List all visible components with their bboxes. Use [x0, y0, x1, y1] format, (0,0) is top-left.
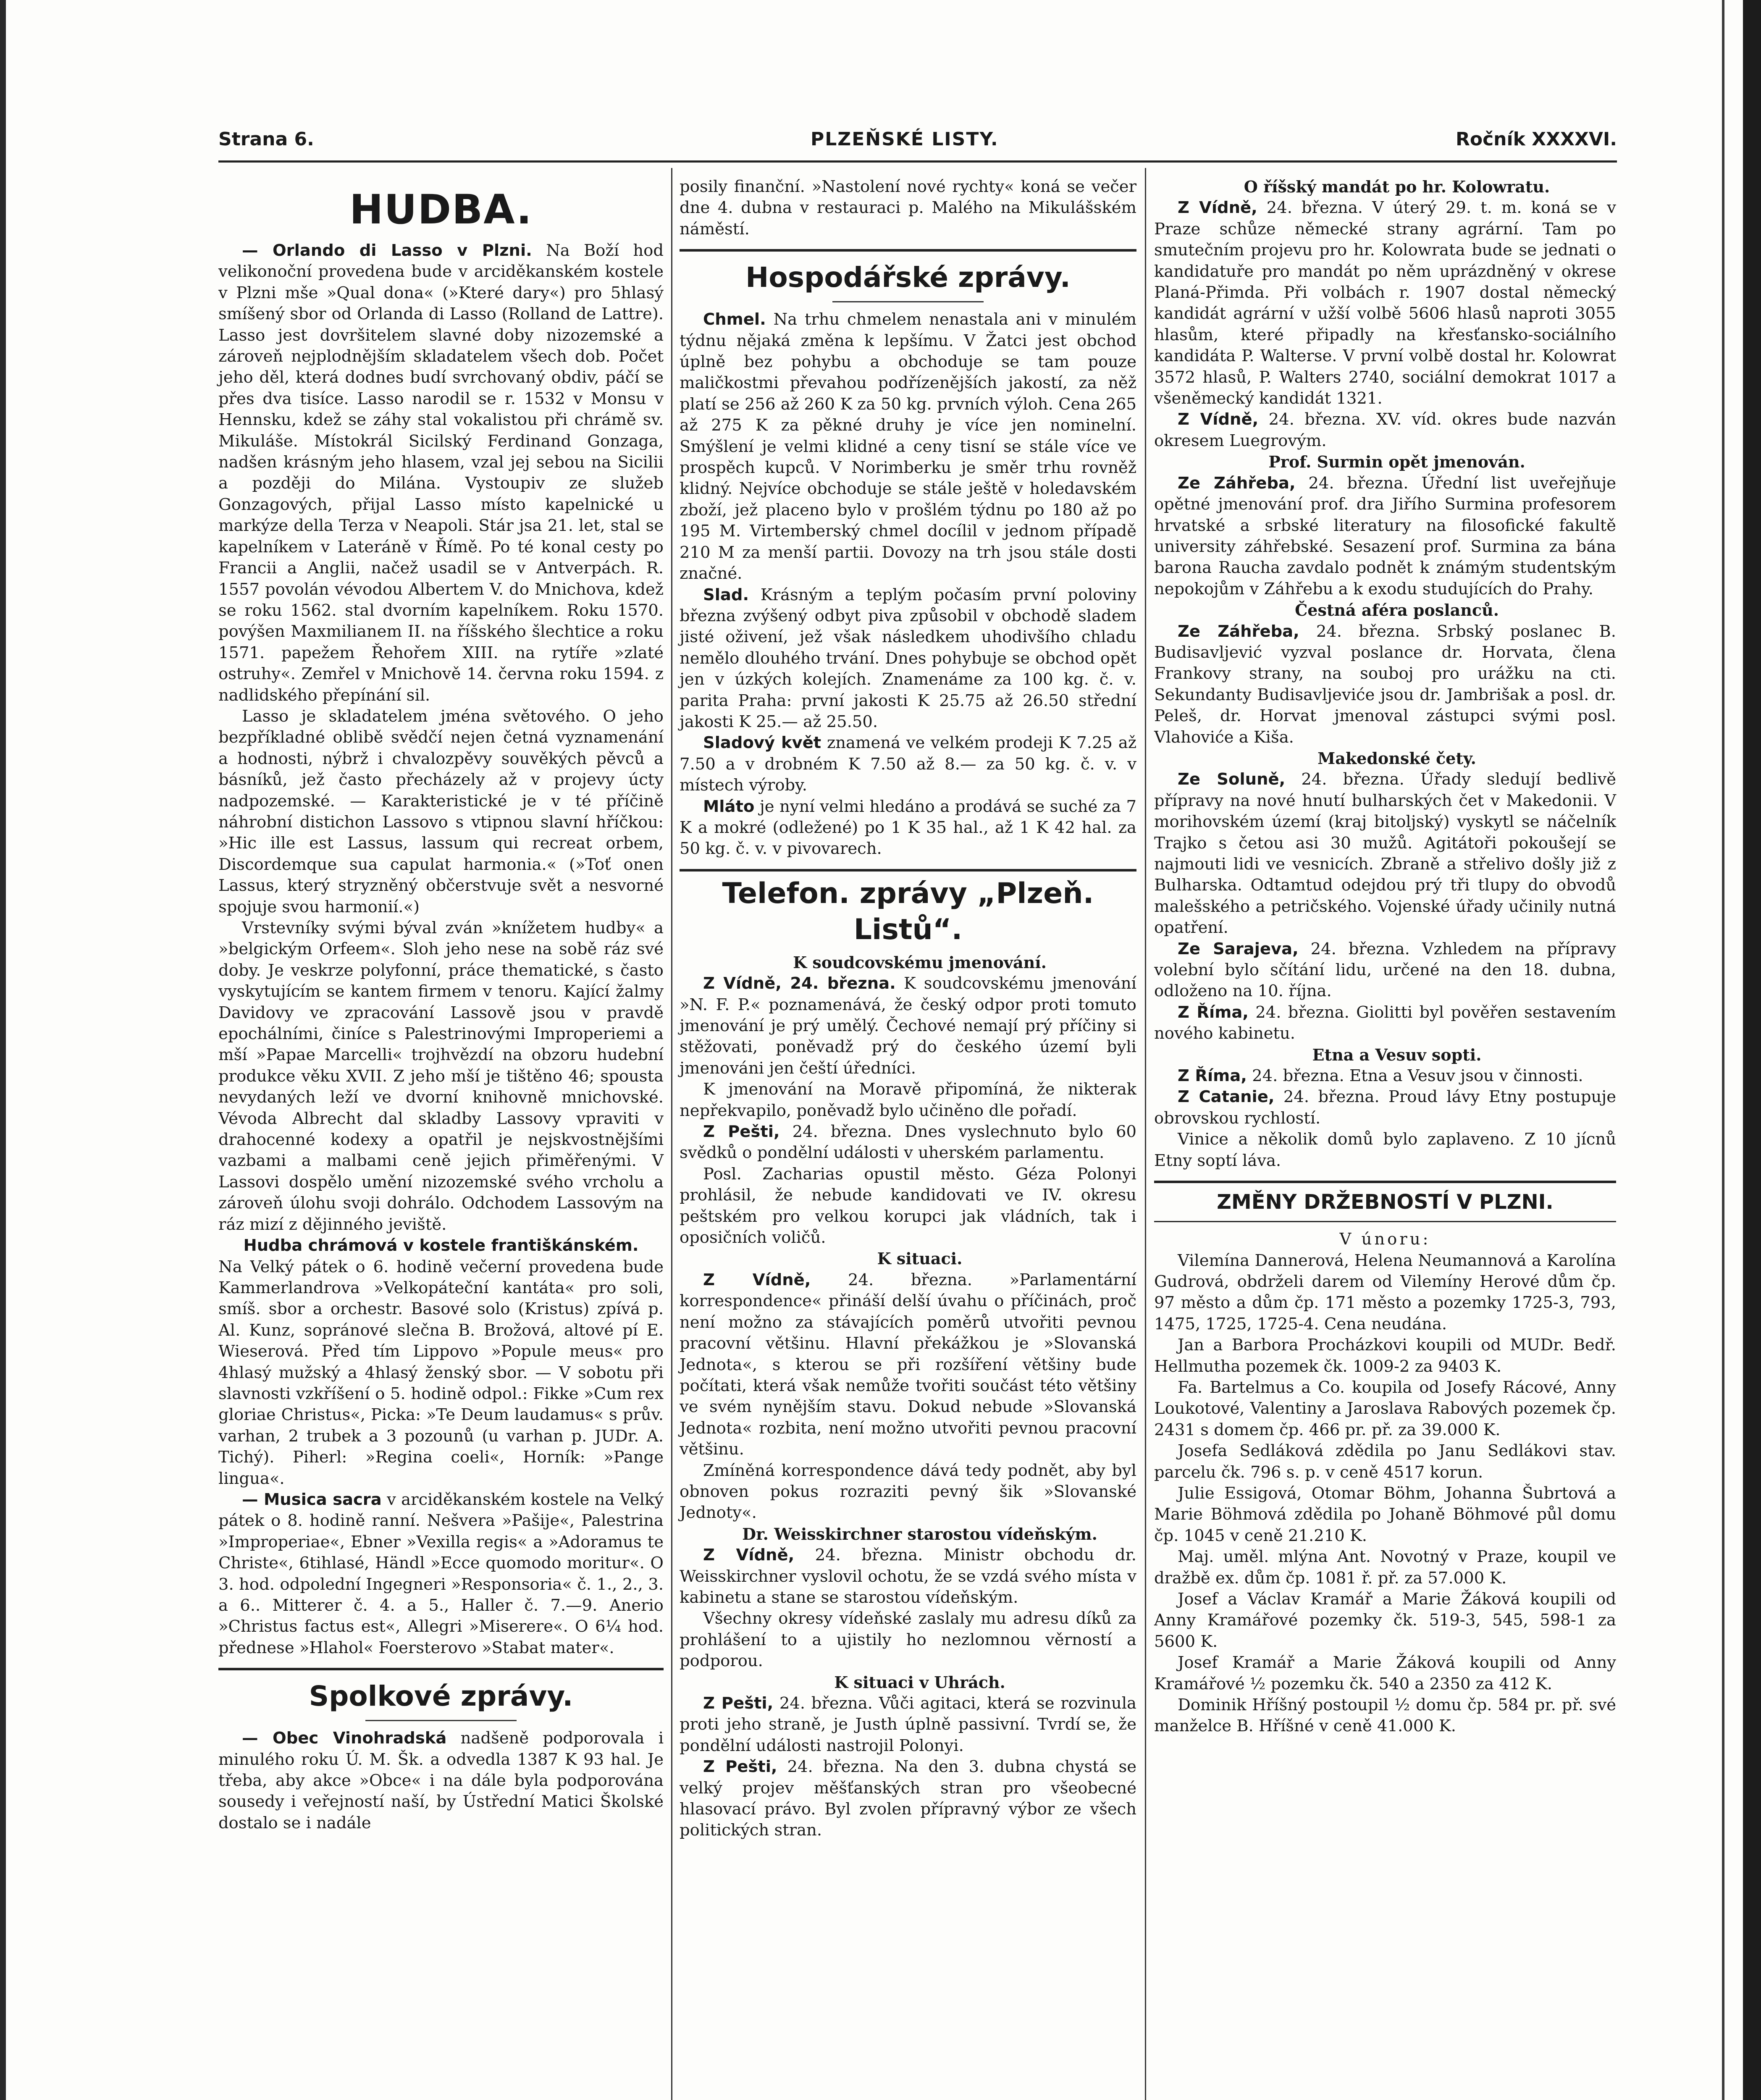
month-label: V únoru:	[1339, 1230, 1431, 1249]
article-title: Hudba chrámová v kostele františkánském.	[243, 1236, 639, 1255]
property-item: Dominik Hříšný postoupil ½ domu čp. 584 pr. př. své manželce B. Hříšné v ceně 41.000 K.	[1154, 1696, 1616, 1736]
article-title: — Orlando di Lasso v Plzni.	[242, 241, 532, 260]
column-divider	[1145, 168, 1146, 2100]
article-obec: — Obec Vinohradská nadšeně podporovala i minulého roku Ú. M. Šk. a odvedla 1387 K 93 hal. Je třeba, aby akce »Obce« i na dále byla podporována sousedy i veřejností naší, by Ústřední Matici Školské dostalo se i nadále	[218, 1729, 664, 1832]
section-rule	[218, 1668, 664, 1670]
subheading: Makedonské čety.	[1317, 748, 1476, 768]
heading-underline	[1154, 1221, 1616, 1222]
property-item: Jan a Barbora Procházkovi koupili od MUDr. Bedř. Hellmutha pozemek čk. 1009-2 za 9403 K.	[1154, 1336, 1616, 1376]
subheading: K soudcovskému jmenování.	[793, 953, 1047, 972]
dispatch: Z Vídně, 24. března. »Parlamentární korrespondence« přináší delší úvahu o příčinách, proč není možno za stávajících poměrů utvořiti pevnou pracovní většinu. Hlavní překážkou je »Slovanská Jednota«, s kterou se při rozšíření většiny bude počítati, která však nemůže tvořiti součást této většiny ve svém nynějším stavu. Dokud nebude »Slovanská Jednota« rozbita, není možno utvořiti pevnou pracovní většinu.	[680, 1270, 1136, 1459]
paragraph: Zmíněná korrespondence dává tedy podnět, aby byl obnoven pokus rozraziti pevný šik »Slovanské Jednoty«.	[680, 1461, 1136, 1522]
dispatch: Z Pešti, 24. března. Vůči agitaci, která se rozvinula proti jeho straně, je Justh úplně passivní. Tvrdí se, že pondělní události nastrojil Polonyi.	[680, 1694, 1136, 1755]
scan-edge-right	[1743, 0, 1761, 2100]
column-3	[1154, 176, 1616, 1737]
section-heading-economy: Hospodářské zprávy.	[745, 261, 1071, 294]
article-title: — Musica sacra	[242, 1490, 382, 1509]
header-rule	[218, 160, 1617, 163]
page-header	[218, 125, 1617, 155]
volume-number: Ročník XXXXVI.	[1455, 129, 1617, 150]
dispatch: Z Vídně, 24. března. V úterý 29. t. m. koná se v Praze schůze německé strany agrární. Tam po smutečním projevu pro hr. Kolowrata bude se jednati o kandidatuře pro mandát po něm uprázdněný v okrese Planá-Přimda. Při volbách r. 1907 dostal německý kandidát agrární v užší volbě 5606 hlasů naproti 3055 hlasům, které připadly na křesťansko-sociálního kandidáta P. Walterse. V první volbě dostal hr. Kolowrat 3572 hlasů, P. Walters 2740, sociální demokrat 1017 a všeněmecký kandidát 1321.	[1154, 198, 1616, 408]
subheading: Prof. Surmin opět jmenován.	[1268, 452, 1525, 472]
dispatch: Z Vídně, 24. března. Ministr obchodu dr. Weisskirchner vyslovil ochotu, že se vzdá svého místa v kabinetu a stane se starostou vídeňským.	[680, 1546, 1136, 1607]
article-title: — Obec Vinohradská	[242, 1729, 447, 1748]
newspaper-title: PLZEŇSKÉ LISTY.	[811, 129, 999, 150]
property-item: Julie Essigová, Otomar Böhm, Johanna Šubrtová a Marie Böhmová zdědila po Johaně Böhmové půl domu čp. 1045 v ceně 21.210 K.	[1154, 1483, 1616, 1545]
heading-underline	[365, 1720, 517, 1721]
subheading: O říšský mandát po hr. Kolowratu.	[1244, 177, 1550, 196]
column-divider	[671, 168, 672, 2100]
subheading: K situaci.	[877, 1249, 963, 1268]
article-chmel: Chmel. Na trhu chmelem nenastala ani v minulém týdnu nějaká změna k lepšímu. V Žatci jest obchod úplně bez pohybu a obchoduje se tam pouze maličkostmi převahou podřízenějších jakostí, za něž platí se 256 až 260 K za 50 kg. prvních výloh. Cena 265 až 275 K za pěkné druhy je více jen nominelní. Smýšlení je velmi klidné a ceny tisní se stále více ve prospěch kupců. V Norimberku je směr trhu rovněž klidný. Nejvíce obchoduje se stále ještě v holedavském zboží, jež placeno bylo v prošlém týdnu po 180 až po 195 M. Virtemberský chmel docílil v jednom případě 210 M za menší partii. Dovozy na trh jsou stále dosti značné.	[680, 310, 1136, 583]
scan-edge-left	[0, 0, 6, 2100]
property-item: Josef Kramář a Marie Žáková koupili od Anny Kramářové ½ pozemku čk. 540 a 2350 za 412 K.	[1154, 1653, 1616, 1693]
property-item: Vilemína Dannerová, Helena Neumannová a Karolína Gudrová, obdrželi darem od Vilemíny Herové dům čp. 97 město a dům čp. 171 město a pozemky 1725-3, 793, 1475, 1725, 1725-4. Cena neudána.	[1154, 1251, 1616, 1334]
dispatch: Ze Záhřeba, 24. března. Srbský poslanec B. Budisavljević vyzval poslance dr. Horvata, člena Frankovy strany, na souboj pro urážku na cti. Sekundanty Budisavljeviće jsou dr. Jambrišak a posl. dr. Peleš, dr. Horvat jmenoval zástupci svými posl. Vlahoviće a Kiša.	[1154, 622, 1616, 747]
paragraph: posily finanční. »Nastolení nové rychty« koná se večer dne 4. dubna v restauraci p. Malého na Mikulášském náměstí.	[680, 177, 1136, 239]
article-slad: Slad. Krásným a teplým počasím první poloviny března zvýšený odbyt piva způsobil v obchodě sladem jisté oživení, jež však následkem uhodivšího chladu nemělo dlouhého trvání. Dnes pohybuje se obchod opět jen v úzkých kolejích. Znamenáme za 100 kg. č. v. parita Praha: první jakosti K 25.75 až 26.50 střední jakosti K 25.— až 25.50.	[680, 585, 1136, 731]
paragraph: Všechny okresy vídeňské zaslaly mu adresu díků za prohlášení to a ujistily ho nezlomnou věrností a podporou.	[680, 1609, 1136, 1671]
section-rule	[680, 249, 1136, 252]
heading-underline	[832, 301, 984, 302]
dispatch: Ze Záhřeba, 24. března. Úřední list uveřejňuje opětné jmenování prof. dra Jiřího Surmina profesorem hrvatské a srbské literatury na filosofické fakultě university záhřebské. Sesazení prof. Surmina za bána barona Raucha zavdalo podnět k známým studentským nepokojům v Záhřebu a k exodu studujících do Prahy.	[1154, 473, 1616, 598]
column-2	[680, 176, 1136, 1841]
property-item: Josefa Sedláková zdědila po Janu Sedlákovi stav. parcelu čk. 796 s. p. v ceně 4517 korun.	[1154, 1441, 1616, 1482]
article-kvet: Sladový květ znamená ve velkém prodeji K 7.25 až 7.50 a v drobném K 7.50 až 8.— za 50 kg. č. v. v místech výroby.	[680, 733, 1136, 795]
property-item: Maj. uměl. mlýna Ant. Novotný v Praze, koupil ve dražbě ex. dům čp. 1081 ř. př. za 57.000 K.	[1154, 1547, 1616, 1588]
section-rule	[1154, 1181, 1616, 1183]
dispatch: Ze Sarajeva, 24. března. Vzhledem na přípravy volební bylo sčítání lidu, určené na den 18. dubna, odloženo na 10. října.	[1154, 939, 1616, 1001]
dispatch: Z Říma, 24. března. Giolitti byl pověřen sestavením nového kabinetu.	[1154, 1003, 1616, 1043]
section-heading-clubs: Spolkové zprávy.	[309, 1680, 573, 1713]
dispatch: Z Pešti, 24. března. Dnes vyslechnuto bylo 60 svědků o pondělní události v uherském parlamentu.	[680, 1122, 1136, 1163]
property-item: Fa. Bartelmus a Co. koupila od Josefy Rácové, Anny Loukotové, Valentiny a Jaroslava Rabových pozemek čp. 2431 s domem čp. 466 pr. př. za 39.000 K.	[1154, 1378, 1616, 1439]
section-heading-property: ZMĚNY DRŽEBNOSTÍ V PLZNI.	[1217, 1190, 1554, 1214]
paragraph: Vrstevníky svými býval zván »knížetem hudby« a »belgickým Orfeem«. Sloh jeho nese na sobě ráz své doby. Je veskrze polyfonní, práce thematické, s často vyskytujícím se kantem firmem v tenoru. Kající žalmy Davidovy ve zpracování Lassově jsou v pravdě epochálními, činíce s Palestrinovými Improperiemi a mší »Papae Marcelli« trojhvězdí na obzoru hudební produkce věku XVII. Z jeho mší je tištěno 46; spousta nevydaných leží ve dvorní knihovně mnichovské. Vévoda Albrecht dal skladby Lassovy vpraviti v drahocenné kodexy a opatřil je nejskvostnějšími vazbami a malbami ceně jejich přiměřenými. V Lassovi dospělo umění nizozemské svého vrcholu a zároveň úlohu svoji dohrálo. Odchodem Lassovým na ráz mizí z dějinného jeviště.	[218, 919, 664, 1234]
dispatch: Z Catanie, 24. března. Proud lávy Etny postupuje obrovskou rychlostí.	[1154, 1087, 1617, 1128]
paragraph: Na Velký pátek o 6. hodině večerní provedena bude Kammerlandrova »Velkopáteční kantáta« pro soli, smíš. sbor a orchestr. Basové solo (Kristus) zpívá p. Al. Kunz, sopránové slečna B. Brožová, altové pí E. Wieserová. Před tím Lippovo »Popule meus« pro 4hlasý mužský a 4hlasý ženský sbor. — V sobotu při slavnosti vzkříšení o 5. hodině odpol.: Fikke »Cum rex gloriae Christus«, Picka: »Te Deum laudamus« s prův. varhan, 2 trubek a 3 pozounů (u varhan p. JUDr. A. Tichý). Piherl: »Regina coeli«, Horník: »Pange lingua«.	[218, 1257, 664, 1488]
dispatch: Ze Soluně, 24. března. Úřady sledují bedlivě přípravy na nové hnutí bulharských čet v Makedonii. V morihovském území (kraj bitoljský) vyskytl se náčelník Trajko s četou asi 30 mužů. Agitátoři pokoušejí se najmouti lidi ve vesnicích. Zbraně a střelivo došly již z Bulharska. Odtamtud odejdou prý tři tlupy do obvodů malešského a petričského. Vojenské úřady učinily nutná opatření.	[1154, 770, 1616, 937]
section-rule	[680, 869, 1136, 872]
dispatch: Z Pešti, 24. března. Na den 3. dubna chystá se velký projev měšťanských stran pro všeobecné hlasovací právo. Byl zvolen přípravný výbor ze všech politických stran.	[680, 1757, 1136, 1840]
page-number: Strana 6.	[218, 129, 314, 150]
section-heading-telegrams: Telefon. zprávy „Plzeň. Listů“.	[722, 877, 1094, 946]
column-1	[218, 176, 664, 1834]
paragraph: Vinice a několik domů bylo zaplaveno. Z 10 jícnů Etny soptí láva.	[1154, 1130, 1616, 1170]
paragraph: Lasso je skladatelem jména světového. O jeho bezpříkladné oblibě svědčí nejen četná vyznamenání a hodnosti, nýbrž i chvalozpěvy souvěkých pěvců a básníků, jež často přecházely až v projevy úcty nadpozemské. — Karakteristické je v té příčině náhrobní distichon Lassovo s vtipnou slavní hříčkou: »Hic ille est Lassus, lassum qui recreat orbem, Discordemque sua capulat harmonia.« (»Toť onen Lassus, který stryzněný občerstvuje svět a nesvorné spojuje svou harmonií.«)	[218, 706, 664, 916]
paragraph: K jmenování na Moravě připomíná, že nikterak nepřekvapilo, poněvadž bylo učiněno dle pořadí.	[680, 1080, 1136, 1120]
subheading: Etna a Vesuv sopti.	[1312, 1045, 1482, 1064]
article-musica-sacra: — Musica sacra v arciděkanském kostele na Velký pátek o 8. hodině ranní. Nešvera »Pašije«, Palestrina »Improperiae«, Ebner »Vexilla regis« a »Adoramus te Christe«, 6tihlasé, Händl »Ecce quomodo moritur«. O 3. hod. odpolední Ingegneri »Responsoria« č. 1., 2., 3. a 6.. Mitterer č. 4. a 5., Haller č. 7.—9. Anerio »Christus factus est«, Allegri »Miserere«. O 6¼ hod. přednese »Hlahol« Foersterovo »Stabat mater«.	[218, 1490, 664, 1657]
subheading: Čestná aféra poslanců.	[1295, 601, 1499, 620]
property-item: Josef a Václav Kramář a Marie Žáková koupili od Anny Kramářové pozemky čk. 519-3, 545, 598-1 za 5600 K.	[1154, 1590, 1616, 1651]
dispatch: Z Vídně, 24. března. K soudcovskému jmenování »N. F. P.« poznamenává, že český odpor proti tomuto jmenování je prý umělý. Čechové nemají prý příčiny si stěžovati, poněvadž prý do českého území byli jmenováni jen čeští úředníci.	[680, 974, 1136, 1078]
article-mlato: Mláto je nyní velmi hledáno a prodává se suché za 7 K a mokré (odležené) po 1 K 35 hal., až 1 K 42 hal. za 50 kg. č. v. v pivovarech.	[680, 797, 1136, 858]
paragraph: Posl. Zacharias opustil město. Géza Polonyi prohlásil, že nebude kandidovati ve IV. okresu peštském pro velkou korupci jak vládních, tak i oposičních voličů.	[680, 1164, 1136, 1247]
section-heading-music: HUDBA.	[349, 186, 533, 233]
scan-edge-line	[1722, 0, 1724, 2100]
article-orlando: — Orlando di Lasso v Plzni. Na Boží hod velikonoční provedena bude v arciděkanském kostele v Plzni mše »Qual dona« (»Které dary«) pro 5hlasý smíšený sbor od Orlanda di Lasso (Rolland de Lattre). Lasso jest dovršitelem slavné doby nizozemské a zároveň nejplodnějším skladatelem všech dob. Počet jeho děl, která dodnes budí svrchovaný obdiv, páčí se přes dva tisíce. Lasso narodil se r. 1532 v Monsu v Hennsku, kdež se záhy stal vokalistou při chrámě sv. Mikuláše. Místokrál Sicilský Ferdinand Gonzaga, nadšen krásným jeho hlasem, vzal jej sebou na Sicilii a později do Milána. Vystoupiv ze služeb Gonzagových, přijal Lasso místo kapelnické u markýze della Terza v Neapoli. Stár jsa 21. let, stal se kapelníkem v Lateráně v Římě. Po té konal cesty po Francii a Anglii, načež usadil se v Antverpách. R. 1557 povolán vévodou Albertem V. do Mnichova, kdež se roku 1562. stal dvorním kapelníkem. Roku 1570. povýšen Maxmilianem II. na říšského šlechtice a roku 1571. papežem Řehořem XIII. na rytíře »zlaté ostruhy«. Zemřel v Mnichově 14. června roku 1594. z nadlidského přepínání sil.	[218, 241, 664, 705]
dispatch: Z Říma, 24. března. Etna a Vesuv jsou v činnosti.	[1178, 1066, 1583, 1086]
subheading: K situaci v Uhrách.	[834, 1672, 1005, 1692]
subheading: Dr. Weisskirchner starostou vídeňským.	[742, 1524, 1097, 1544]
dispatch: Z Vídně, 24. března. XV. víd. okres bude nazván okresem Luegrovým.	[1154, 410, 1616, 450]
